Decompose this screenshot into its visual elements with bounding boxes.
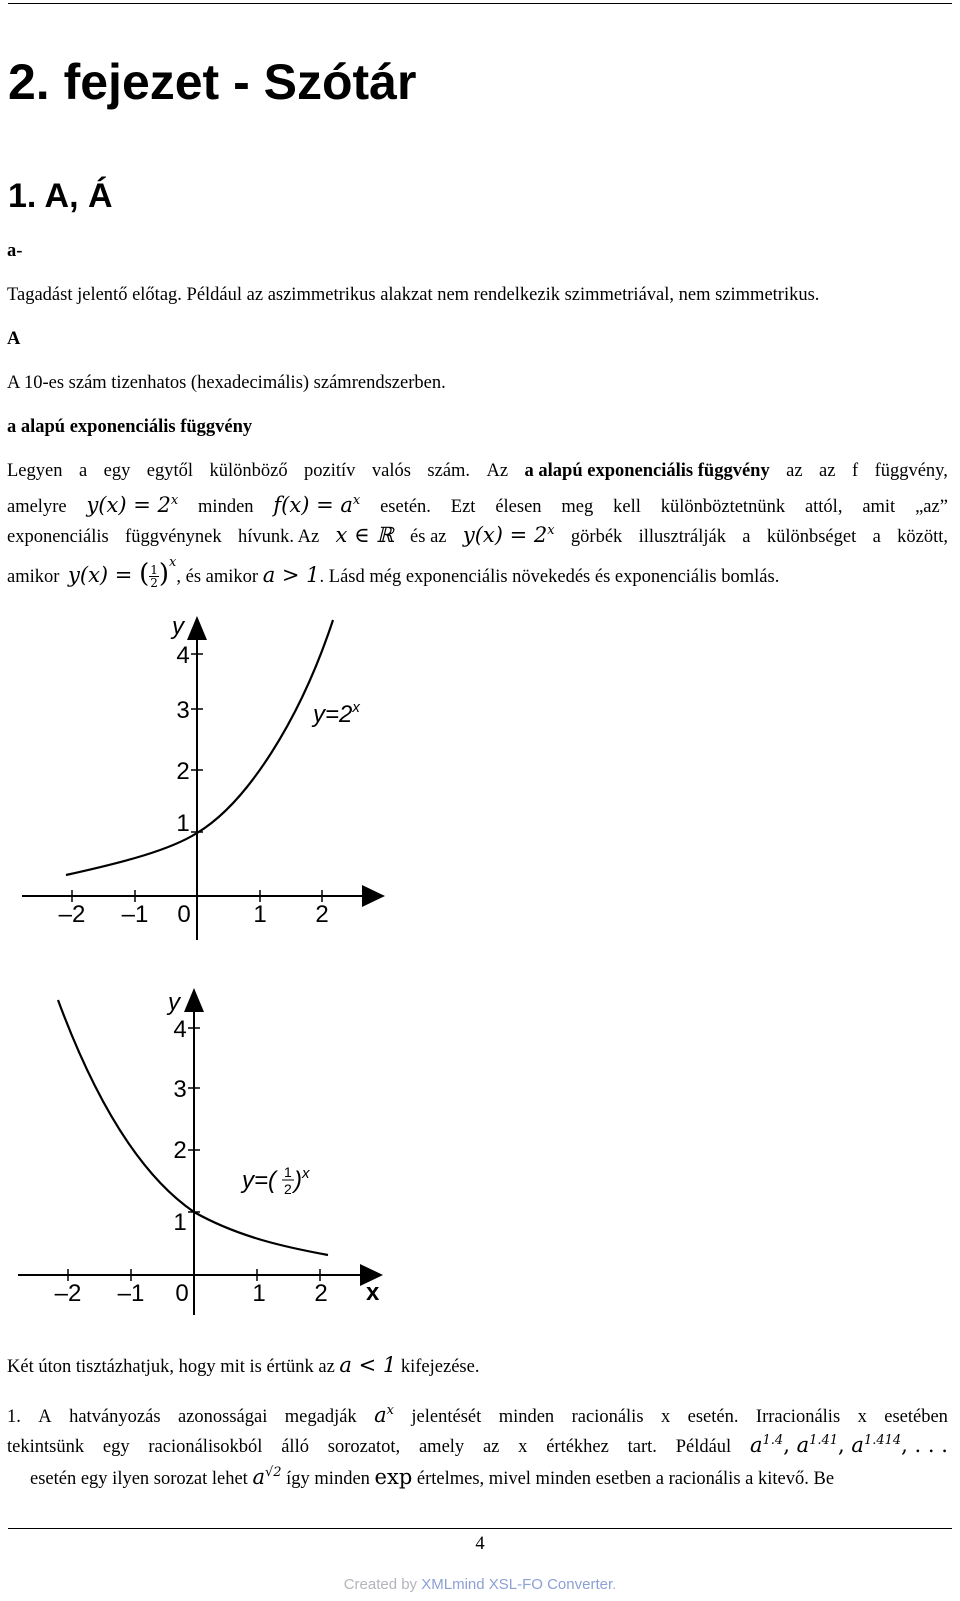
formula-exp: exp: [374, 1465, 413, 1489]
word: amely: [418, 1437, 465, 1457]
text: kifejezése.: [400, 1357, 480, 1377]
term-exp-function: a alapú exponenciális függvény: [7, 417, 253, 437]
y-axis-arrow: [184, 988, 204, 1012]
word: amelyre: [7, 497, 67, 517]
word: 1.: [7, 1407, 21, 1427]
formula-a-x: $a^x$: [374, 1403, 394, 1427]
x-tick-label: 1: [253, 901, 267, 928]
para3-line2: [7, 1430, 948, 1458]
word: amit: [862, 497, 896, 517]
footer-prefix: Created by: [343, 1576, 422, 1593]
section-title: 1. A, Á: [8, 177, 113, 215]
word: minden: [198, 497, 254, 517]
word: az: [482, 1437, 500, 1457]
curve-2-pow-x: [66, 620, 333, 875]
word: amikor: [7, 567, 60, 587]
word: tekintsünk: [7, 1437, 85, 1457]
word: attól,: [804, 497, 843, 517]
word: és az: [410, 527, 447, 547]
formula-f-ax: $f(x) = a^x$: [273, 493, 361, 517]
word: hívunk. Az: [237, 527, 320, 547]
word: álló: [281, 1437, 309, 1457]
word: szám.: [427, 461, 471, 481]
graph-growth: [0, 600, 420, 960]
footer-suffix: .: [612, 1576, 617, 1593]
word: Ezt: [450, 497, 476, 517]
formula-y-2x: $y(x) = 2^x$: [462, 523, 555, 547]
footer-link[interactable]: XMLmind XSL-FO Converter: [421, 1576, 613, 1593]
y-tick-label: 1: [176, 810, 190, 837]
word: pozitív: [304, 461, 356, 481]
top-rule: [8, 3, 952, 4]
word: különbséget: [766, 527, 857, 547]
word: minden: [498, 1407, 555, 1427]
word: , és amikor: [176, 567, 259, 587]
word: görbék: [570, 527, 623, 547]
word: A: [38, 1407, 52, 1427]
word: a: [872, 527, 881, 547]
x-tick-label: 2: [314, 1280, 328, 1307]
word: exponenciális: [7, 527, 109, 547]
y-tick-label: 3: [176, 697, 190, 724]
word: x: [518, 1437, 528, 1457]
x-tick-label: 0: [177, 901, 191, 928]
word: azonosságai: [177, 1407, 268, 1427]
word: értékhez: [546, 1437, 609, 1457]
word: Legyen: [7, 461, 63, 481]
word: a: [742, 527, 751, 547]
formula-a-sqrt2: $a^{√2}$: [252, 1465, 282, 1489]
x-tick-label: 0: [175, 1280, 189, 1307]
definition-a-prefix: Tagadást jelentő előtag. Például az aszimmetrikus alakzat nem rendelkezik szimmetriával, nem szimmetrikus.: [7, 285, 820, 305]
formula-y-2x: $y(x) = 2^x$: [86, 493, 179, 517]
word: racionális: [571, 1407, 644, 1427]
bottom-rule: [8, 1528, 952, 1529]
word: egy: [103, 461, 131, 481]
word: jelentését: [411, 1407, 482, 1427]
curve-label-frac-num: 1: [284, 1164, 292, 1180]
y-tick-label: 4: [176, 642, 190, 669]
text: esetén egy ilyen sorozat lehet: [30, 1469, 248, 1489]
graph-decay: [0, 980, 420, 1320]
word: . Lásd még exponenciális növekedés és exponenciális bomlás.: [319, 567, 780, 587]
word: különböző: [209, 461, 288, 481]
x-tick-label: –1: [117, 1280, 145, 1307]
y-tick-label: 4: [173, 1016, 187, 1043]
text: értelmes, mivel minden esetben a racionális a kitevő. Be: [416, 1469, 835, 1489]
word: megadják: [284, 1407, 357, 1427]
exp-paragraph-line4: [7, 555, 780, 590]
y-tick-label: 3: [173, 1076, 187, 1103]
curve-label-frac-den: 2: [284, 1181, 292, 1197]
curve-label-close: )$^x$: [294, 1165, 310, 1194]
x-axis-label: x: [366, 1279, 380, 1306]
x-axis-arrow: [362, 885, 385, 907]
y-axis-arrow: [187, 616, 207, 640]
word: Például: [675, 1437, 732, 1457]
y-axis-label: y: [168, 989, 180, 1016]
term-a-prefix: a-: [7, 241, 23, 261]
text: így minden: [286, 1469, 370, 1489]
bold-term: a alapú exponenciális függvény: [524, 461, 770, 481]
word: esetén.: [687, 1407, 739, 1427]
term-A: A: [7, 329, 21, 349]
para-two-ways: [7, 1354, 479, 1378]
chapter-title: 2. fejezet - Szótár: [8, 54, 417, 110]
formula-sequence: $a^{1.4}$, $a^{1.41}$, $a^{1.414}$, . . .: [749, 1433, 948, 1457]
page-number: 4: [475, 1534, 485, 1554]
word: függvény,: [874, 461, 948, 481]
word: Irracionális: [755, 1407, 841, 1427]
word: f: [851, 461, 859, 481]
formula-a-lt-1: a < 1: [339, 1353, 397, 1377]
curve-label: $y=2^x$: [313, 699, 360, 728]
curve-label: y=(: [242, 1167, 277, 1194]
exp-paragraph-line3: [7, 520, 948, 548]
word: között,: [897, 527, 948, 547]
word: egy: [102, 1437, 130, 1457]
word: függvénynek: [125, 527, 222, 547]
word: „az”: [915, 497, 948, 517]
word: Az: [486, 461, 509, 481]
word: a: [78, 461, 88, 481]
x-tick-label: –2: [54, 1280, 82, 1307]
word: meg: [561, 497, 594, 517]
word: különböztetnünk: [660, 497, 786, 517]
y-tick-label: 2: [176, 758, 190, 785]
x-tick-label: 2: [315, 901, 329, 928]
y-axis-label: y: [172, 613, 184, 640]
word: egytől: [146, 461, 194, 481]
word: illusztrálják: [638, 527, 726, 547]
word: az: [786, 461, 803, 481]
word: esetében: [884, 1407, 948, 1427]
text: Két úton tisztázhatjuk, hogy mit is értünk az: [7, 1357, 335, 1377]
word: hatványozás: [69, 1407, 161, 1427]
exp-paragraph-line2: [7, 490, 948, 518]
word: az: [819, 461, 836, 481]
exp-paragraph-line1: [7, 460, 948, 482]
word: x: [660, 1407, 671, 1427]
formula-y-half-x: y(x) = ( $\frac{1}{2}$ )$^x$: [68, 555, 177, 590]
word: racionálisokból: [148, 1437, 263, 1457]
x-tick-label: 1: [252, 1280, 266, 1307]
x-tick-label: –1: [121, 901, 149, 928]
definition-A: A 10-es szám tizenhatos (hexadecimális) számrendszerben.: [7, 373, 446, 393]
y-tick-label: 1: [173, 1209, 187, 1236]
word: esetén.: [380, 497, 431, 517]
para3-line1: [7, 1400, 948, 1428]
y-tick-label: 2: [173, 1137, 187, 1164]
word: valós: [371, 461, 411, 481]
formula-a-gt-1: a > 1: [262, 563, 320, 587]
footer: [0, 1576, 960, 1593]
formula-x-in-R: x ∈ ℝ: [335, 523, 394, 547]
x-tick-label: –2: [58, 901, 86, 928]
para3-line3: [30, 1462, 834, 1490]
word: sorozatot,: [327, 1437, 401, 1457]
word: kell: [613, 497, 641, 517]
word: élesen: [495, 497, 542, 517]
word: tart.: [627, 1437, 657, 1457]
word: x: [857, 1407, 867, 1427]
